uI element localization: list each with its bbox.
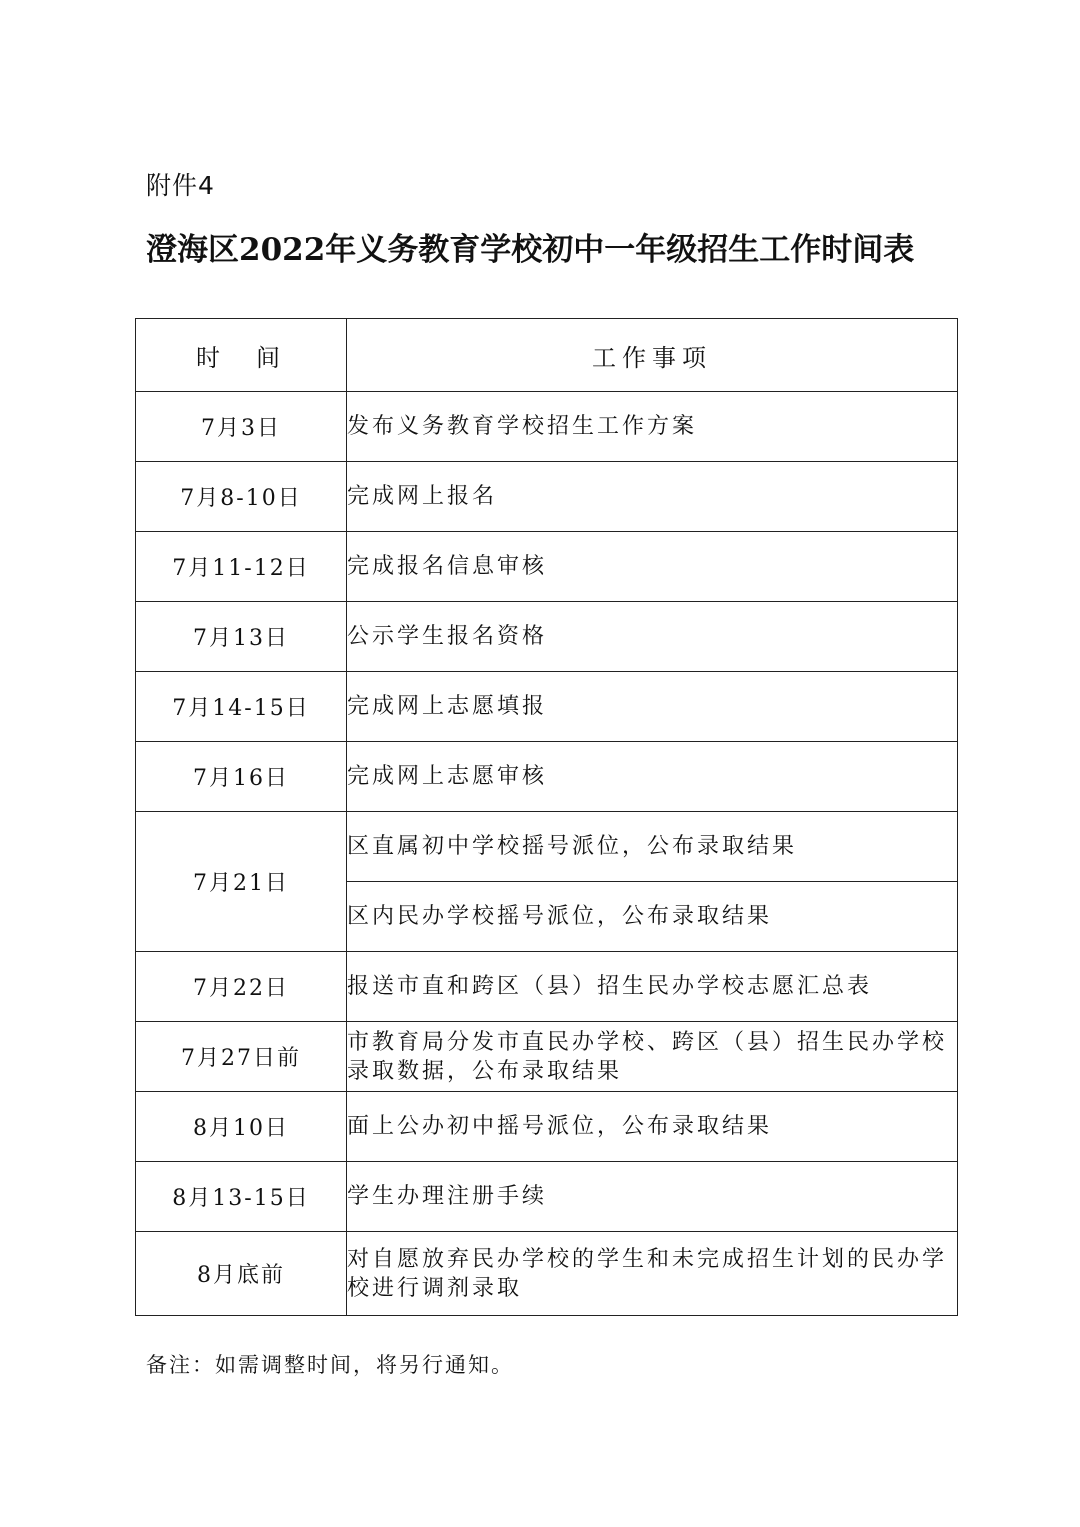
time-cell: 7月16日 — [136, 742, 347, 812]
task-cell: 区内民办学校摇号派位，公布录取结果 — [347, 882, 958, 952]
schedule-table — [135, 318, 958, 1316]
time-cell: 7月3日 — [136, 392, 347, 462]
table-header-row — [136, 319, 958, 392]
time-cell: 7月8-10日 — [136, 462, 347, 532]
task-cell: 公示学生报名资格 — [347, 602, 958, 672]
task-cell: 区直属初中学校摇号派位，公布录取结果 — [347, 812, 958, 882]
task-cell: 报送市直和跨区（县）招生民办学校志愿汇总表 — [347, 952, 958, 1022]
table-row — [136, 1162, 958, 1232]
task-cell: 完成网上报名 — [347, 462, 958, 532]
attachment-label: 附件4 — [146, 171, 215, 200]
table-row — [136, 672, 958, 742]
task-cell: 面上公办初中摇号派位，公布录取结果 — [347, 1092, 958, 1162]
footnote: 备注：如需调整时间，将另行通知。 — [146, 1353, 514, 1377]
time-cell: 7月14-15日 — [136, 672, 347, 742]
header-task: 工作事项 — [347, 319, 958, 392]
table-row — [136, 812, 958, 882]
table-row — [136, 1022, 958, 1092]
time-cell: 7月22日 — [136, 952, 347, 1022]
task-cell: 完成报名信息审核 — [347, 532, 958, 602]
time-cell: 7月21日 — [136, 812, 347, 952]
time-cell: 8月10日 — [136, 1092, 347, 1162]
table-row — [136, 392, 958, 462]
table-row — [136, 952, 958, 1022]
task-cell: 完成网上志愿填报 — [347, 672, 958, 742]
time-cell: 8月13-15日 — [136, 1162, 347, 1232]
task-cell: 对自愿放弃民办学校的学生和未完成招生计划的民办学校进行调剂录取 — [347, 1232, 958, 1316]
header-time: 时 间 — [136, 319, 347, 392]
table-row — [136, 1092, 958, 1162]
time-cell: 8月底前 — [136, 1232, 347, 1316]
table-row — [136, 742, 958, 812]
table-row — [136, 1232, 958, 1316]
table-row — [136, 532, 958, 602]
time-cell: 7月11-12日 — [136, 532, 347, 602]
task-cell: 学生办理注册手续 — [347, 1162, 958, 1232]
table-row — [136, 602, 958, 672]
task-cell: 完成网上志愿审核 — [347, 742, 958, 812]
time-cell: 7月13日 — [136, 602, 347, 672]
task-cell: 发布义务教育学校招生工作方案 — [347, 392, 958, 462]
document-title: 澄海区2022年义务教育学校初中一年级招生工作时间表 — [146, 232, 915, 268]
table-row — [136, 462, 958, 532]
time-cell: 7月27日前 — [136, 1022, 347, 1092]
task-cell: 市教育局分发市直民办学校、跨区（县）招生民办学校录取数据，公布录取结果 — [347, 1022, 958, 1092]
